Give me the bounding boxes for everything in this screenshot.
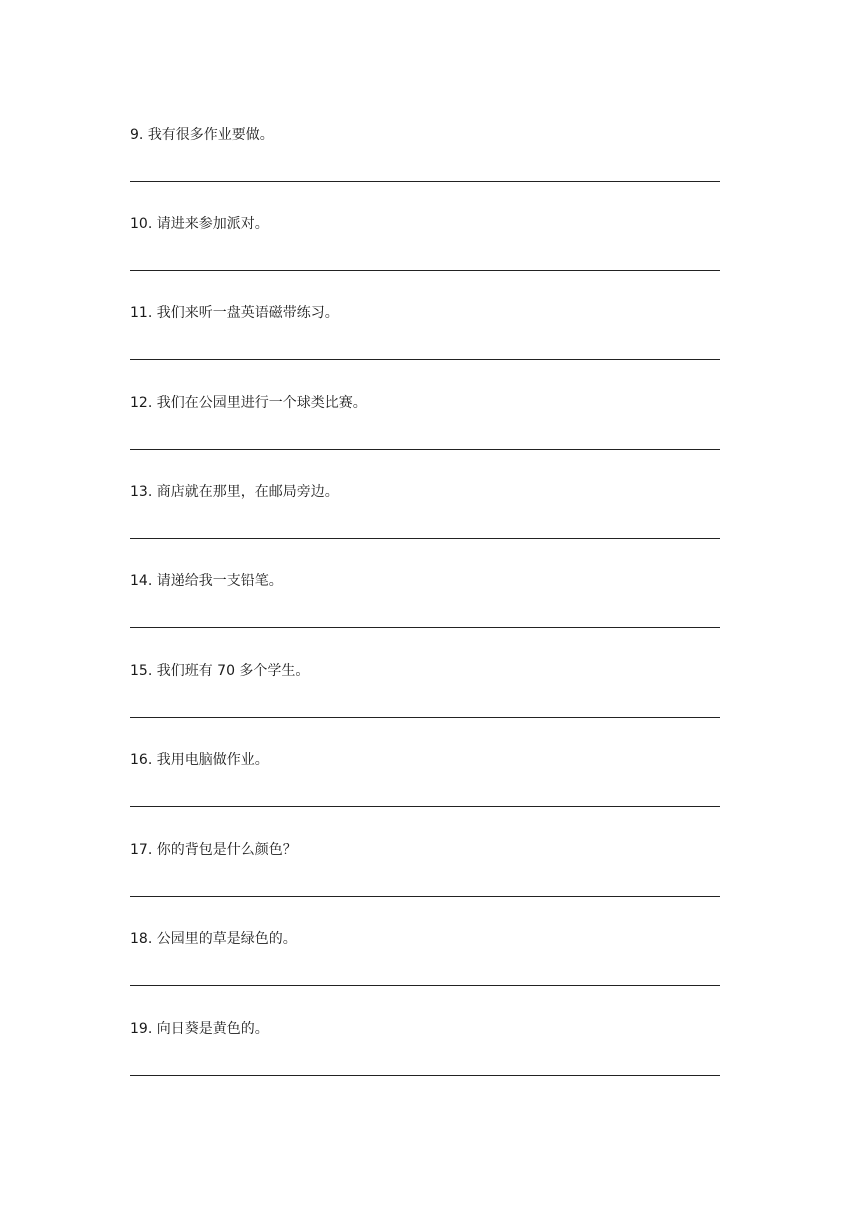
exercise-text: 请递给我一支铅笔。 [156, 573, 283, 589]
exercise-number: 14. [130, 573, 153, 589]
exercise-number: 15. [130, 663, 153, 679]
answer-line[interactable] [130, 985, 720, 986]
exercise-question [130, 661, 309, 681]
exercise-item-15 [130, 661, 720, 751]
exercise-text: 公园里的草是绿色的。 [156, 931, 297, 947]
exercise-number: 10. [130, 216, 153, 232]
exercise-number: 18. [130, 931, 153, 947]
exercise-number: 12. [130, 395, 153, 411]
answer-line[interactable] [130, 359, 720, 360]
exercise-item-9 [130, 125, 720, 215]
answer-line[interactable] [130, 449, 720, 450]
exercise-text: 我们来听一盘英语磁带练习。 [156, 305, 339, 321]
exercise-item-11 [130, 303, 720, 393]
exercise-item-17 [130, 840, 720, 930]
exercise-question [130, 482, 339, 502]
exercise-text: 我用电脑做作业。 [156, 752, 269, 768]
exercise-question [130, 750, 269, 770]
exercise-number: 17. [130, 842, 153, 858]
exercise-question [130, 303, 339, 323]
exercise-text: 我们班有 70 多个学生。 [156, 663, 310, 679]
exercise-number: 13. [130, 484, 153, 500]
exercise-text: 我们在公园里进行一个球类比赛。 [156, 395, 367, 411]
exercise-item-14 [130, 571, 720, 661]
exercise-item-12 [130, 393, 720, 483]
exercise-question [130, 929, 297, 949]
exercise-item-13 [130, 482, 720, 572]
exercise-question [130, 1019, 269, 1039]
exercise-question [130, 571, 283, 591]
exercise-text: 请进来参加派对。 [156, 216, 269, 232]
exercise-text: 你的背包是什么颜色？ [156, 842, 297, 858]
answer-line[interactable] [130, 538, 720, 539]
answer-line[interactable] [130, 181, 720, 182]
exercise-question [130, 125, 274, 145]
exercise-question [130, 840, 297, 860]
exercise-question [130, 393, 367, 413]
answer-line[interactable] [130, 1075, 720, 1076]
exercise-text: 向日葵是黄色的。 [156, 1021, 269, 1037]
exercise-number: 19. [130, 1021, 153, 1037]
answer-line[interactable] [130, 270, 720, 271]
answer-line[interactable] [130, 627, 720, 628]
exercise-number: 9. [130, 127, 144, 143]
answer-line[interactable] [130, 896, 720, 897]
exercise-text: 商店就在那里，在邮局旁边。 [156, 484, 339, 500]
exercise-item-16 [130, 750, 720, 840]
exercise-item-19 [130, 1019, 720, 1109]
answer-line[interactable] [130, 717, 720, 718]
exercise-question [130, 214, 269, 234]
exercise-text: 我有很多作业要做。 [147, 127, 274, 143]
exercise-number: 16. [130, 752, 153, 768]
exercise-item-10 [130, 214, 720, 304]
answer-line[interactable] [130, 806, 720, 807]
exercise-item-18 [130, 929, 720, 1019]
exercise-number: 11. [130, 305, 153, 321]
